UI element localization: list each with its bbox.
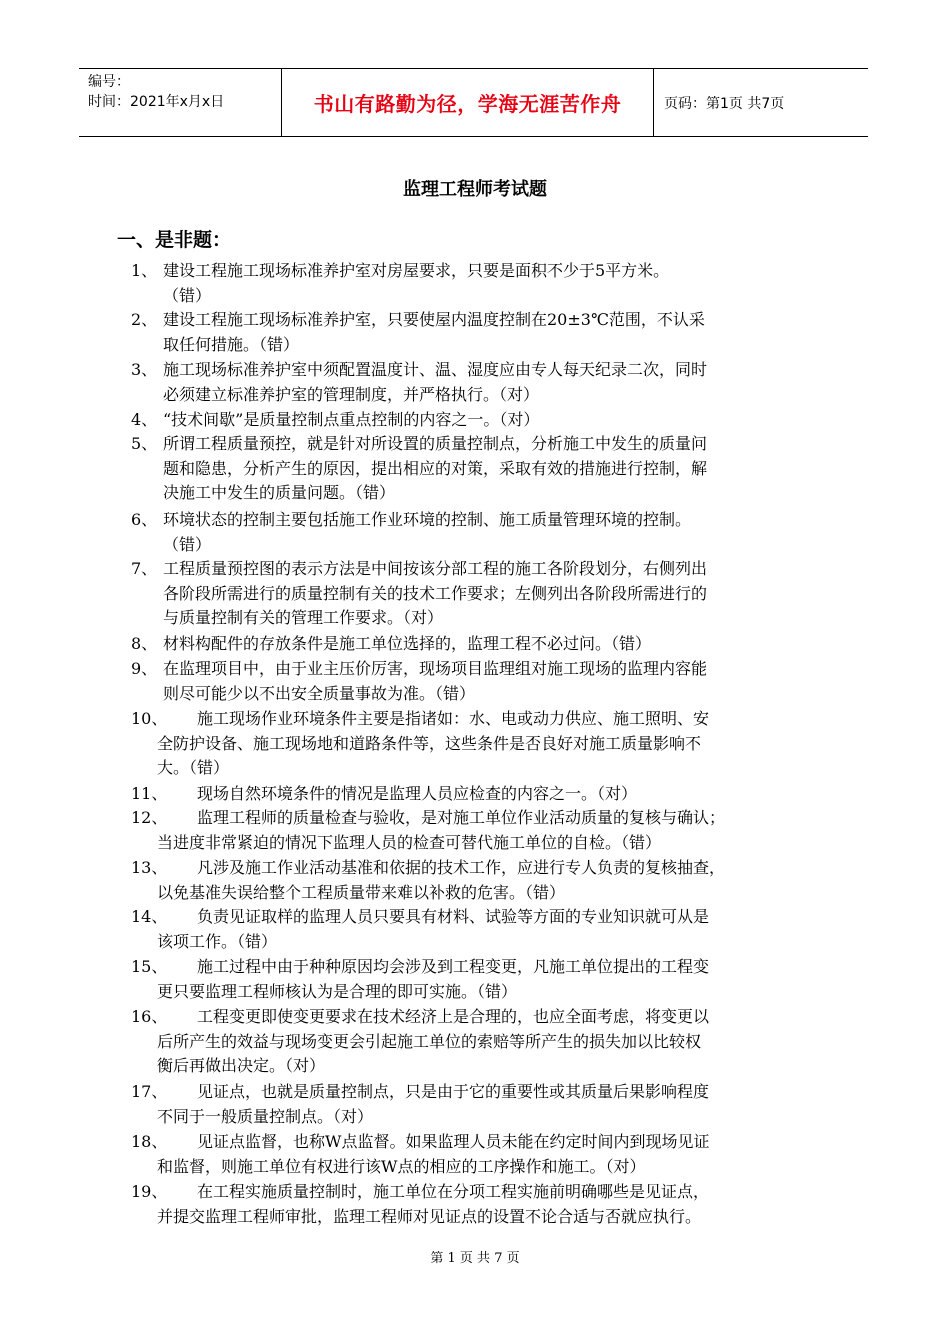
question-text-line: 该项工作。（错）: [157, 931, 278, 951]
question-number: 13、: [131, 858, 168, 877]
question-text-line: 与质量控制有关的管理工作要求。（对）: [163, 608, 444, 628]
question-item: [131, 955, 831, 1004]
question-number: 2、: [131, 310, 158, 329]
question-text-line: 监理工程师的质量检查与验收，是对施工单位作业活动质量的复核与确认；: [197, 808, 726, 827]
question-item: [131, 657, 831, 706]
question-text-line: 材料构配件的存放条件是施工单位选择的，监理工程不必过问。（错）: [163, 634, 652, 653]
question-text-line: 衡后再做出决定。（对）: [157, 1056, 326, 1076]
question-text-line: 后所产生的效益与现场变更会引起施工单位的索赔等所产生的损失加以比较权: [157, 1031, 702, 1051]
page-footer: 第 1 页 共 7 页: [430, 1251, 520, 1266]
question-item: [131, 408, 831, 433]
question-text-line: 不同于一般质量控制点。（对）: [157, 1106, 374, 1126]
question-text-line: 全防护设备、施工现场地和道路条件等，这些条件是否良好对施工质量影响不: [157, 733, 702, 753]
page-header: [79, 68, 868, 137]
question-item: [131, 806, 831, 855]
question-item: [131, 508, 831, 557]
question-item: [131, 707, 831, 781]
question-text-line: 必须建立标准养护室的管理制度，并严格执行。（对）: [163, 384, 540, 404]
question-number: 9、: [131, 659, 158, 678]
question-text-line: 各阶段所需进行的质量控制有关的技术工作要求；左侧列出各阶段所需进行的: [163, 583, 708, 603]
question-item: [131, 1180, 831, 1229]
question-item: [131, 259, 831, 308]
question-text-line: 以免基准失误给整个工程质量带来难以补救的危害。（错）: [157, 882, 566, 902]
question-number: 3、: [131, 360, 158, 379]
question-number: 18、: [131, 1132, 168, 1151]
question-text-line: 取任何措施。（错）: [163, 334, 300, 354]
question-text-line: （错）: [163, 285, 212, 305]
question-text-line: 工程质量预控图的表示方法是中间按该分部工程的施工各阶段划分，右侧列出: [163, 559, 708, 578]
question-text-line: 施工现场作业环境条件主要是指诸如：水、电或动力供应、施工照明、安: [197, 709, 710, 728]
question-text-line: 施工过程中由于种种原因均会涉及到工程变更，凡施工单位提出的工程变: [197, 957, 710, 976]
question-number: 11、: [131, 784, 168, 803]
question-item: [131, 358, 831, 407]
question-text-line: 见证点，也就是质量控制点，只是由于它的重要性或其质量后果影响程度: [197, 1082, 710, 1101]
question-number: 6、: [131, 510, 158, 529]
header-meta-cell: [79, 69, 282, 136]
question-item: [131, 1005, 831, 1079]
motto-text: 书山有路勤为径，学海无涯苦作舟: [313, 92, 622, 116]
question-number: 7、: [131, 559, 158, 578]
question-number: 1、: [131, 261, 158, 280]
question-item: [131, 557, 831, 631]
header-motto-cell: [282, 69, 654, 136]
header-page-cell: [655, 69, 868, 136]
question-number: 12、: [131, 808, 168, 827]
question-item: [131, 432, 831, 506]
question-text-line: 负责见证取样的监理人员只要具有材料、试验等方面的专业知识就可从是: [197, 907, 710, 926]
question-text-line: 题和隐患，分析产生的原因，提出相应的对策，采取有效的措施进行控制，解: [163, 458, 708, 478]
question-text-line: 所谓工程质量预控，就是针对所设置的质量控制点，分析施工中发生的质量问: [163, 434, 708, 453]
question-text-line: 和监督，则施工单位有权进行该W点的相应的工序操作和施工。（对）: [157, 1156, 646, 1176]
question-number: 19、: [131, 1182, 168, 1201]
question-item: [131, 308, 831, 357]
question-number: 4、: [131, 410, 158, 429]
question-text-line: （错）: [163, 534, 212, 554]
question-text-line: 环境状态的控制主要包括施工作业环境的控制、施工质量管理环境的控制。: [163, 510, 692, 529]
question-text-line: 工程变更即使变更要求在技术经济上是合理的，也应全面考虑，将变更以: [197, 1007, 710, 1026]
document-title: 监理工程师考试题: [403, 179, 547, 200]
question-number: 14、: [131, 907, 168, 926]
question-text-line: 现场自然环境条件的情况是监理人员应检查的内容之一。（对）: [197, 784, 638, 803]
question-number: 5、: [131, 434, 158, 453]
page-info: 页码：第1页 共7页: [664, 95, 785, 112]
date-label: 时间：2021年x月x日: [88, 94, 225, 110]
question-text-line: 当进度非常紧迫的情况下监理人员的检查可替代施工单位的自检。（错）: [157, 832, 662, 852]
question-number: 15、: [131, 957, 168, 976]
question-item: [131, 1130, 831, 1179]
question-number: 16、: [131, 1007, 168, 1026]
section-heading: 一、是非题：: [117, 229, 232, 251]
question-text-line: 并提交监理工程师审批，监理工程师对见证点的设置不论合适与否就应执行。: [157, 1206, 702, 1226]
question-text-line: 见证点监督，也称W点监督。如果监理人员未能在约定时间内到现场见证: [197, 1132, 710, 1151]
question-item: [131, 856, 831, 905]
question-text-line: 施工现场标准养护室中须配置温度计、温、湿度应由专人每天纪录二次，同时: [163, 360, 708, 379]
question-number: 10、: [131, 709, 168, 728]
question-text-line: 大。（错）: [157, 758, 230, 778]
question-number: 8、: [131, 634, 158, 653]
question-text-line: 决施工中发生的质量问题。（错）: [163, 483, 396, 503]
question-text-line: “技术间歇”是质量控制点重点控制的内容之一。（对）: [163, 410, 540, 429]
question-text-line: 在监理项目中，由于业主压价厉害，现场项目监理组对施工现场的监理内容能: [163, 659, 708, 678]
question-item: [131, 1080, 831, 1129]
question-item: [131, 905, 831, 954]
question-item: [131, 782, 831, 807]
question-text-line: 建设工程施工现场标准养护室，只要使屋内温度控制在20±3℃范围，不认采: [163, 310, 705, 329]
question-number: 17、: [131, 1082, 168, 1101]
serial-label: 编号：: [88, 74, 130, 90]
question-text-line: 建设工程施工现场标准养护室对房屋要求，只要是面积不少于5平方米。: [163, 261, 670, 280]
question-item: [131, 632, 831, 657]
question-text-line: 则尽可能少以不出安全质量事故为准。（错）: [163, 683, 476, 703]
question-text-line: 凡涉及施工作业活动基准和依据的技术工作，应进行专人负责的复核抽查，: [197, 858, 726, 877]
question-text-line: 更只要监理工程师核认为是合理的即可实施。（错）: [157, 981, 518, 1001]
question-text-line: 在工程实施质量控制时，施工单位在分项工程实施前明确哪些是见证点，: [197, 1182, 710, 1201]
